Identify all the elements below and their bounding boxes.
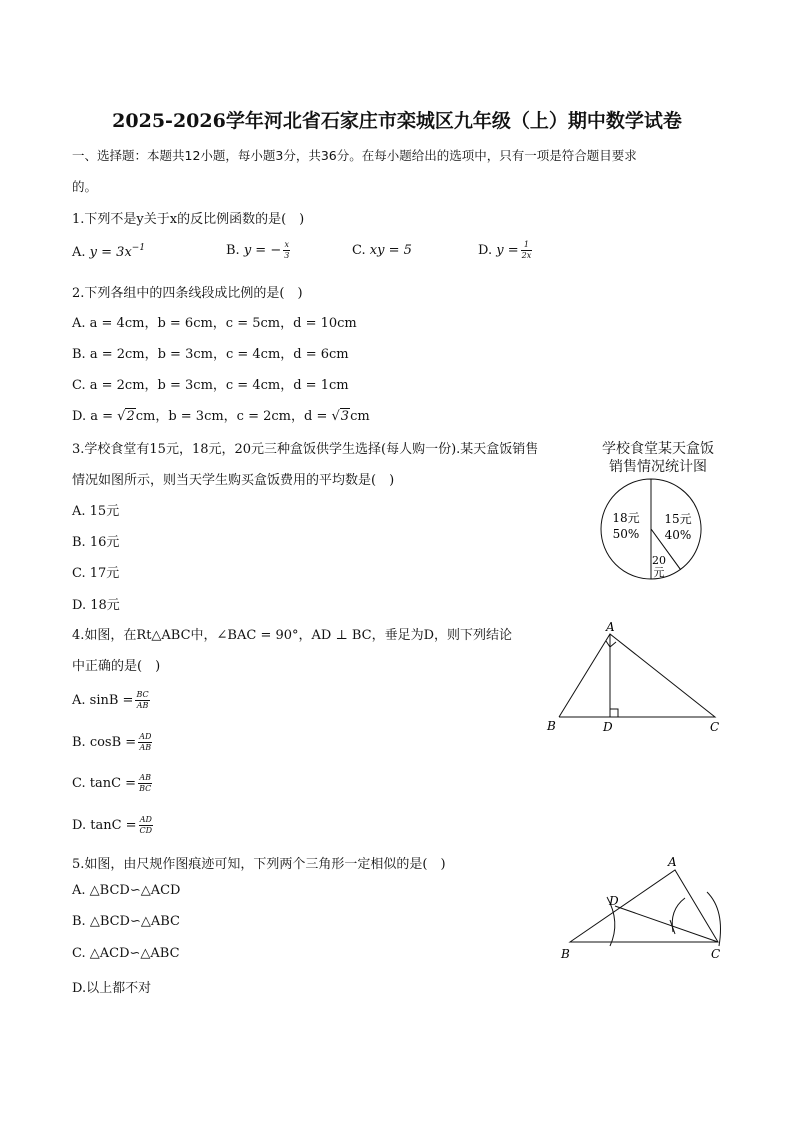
pie-slice-label-20: 20 元 [652,554,666,579]
q3-stem-line1: 3.学校食堂有15元，18元，20元三种盒饭供学生选择(每人购一份).某天盒饭销售 [72,442,539,457]
q2-option-c[interactable]: C. a = 2cm，b = 3cm，c = 4cm，d = 1cm [72,378,349,393]
q2-option-b[interactable]: B. a = 2cm，b = 3cm，c = 4cm，d = 6cm [72,347,349,362]
q4-c-den: BC [139,784,152,793]
label-b-q5: B [561,947,570,961]
label-c: C [710,720,720,734]
q4-option-b[interactable] [72,732,152,753]
triangle-figure-q4 [540,622,730,737]
q1-option-b[interactable] [226,240,290,261]
q1-option-a[interactable] [72,243,145,260]
pie-slice-pct-15: 40% [664,528,692,542]
q1-d-den: 2x [521,251,532,260]
q4-a-label: A. sinB = [72,693,134,708]
right-angle-mark-d [610,709,618,717]
q2-option-d[interactable]: D. a = √2cm，b = 3cm，c = 2cm，d = √3cm [72,409,370,424]
q1-c-label: C. [352,243,366,258]
q2-option-a[interactable]: A. a = 4cm，b = 6cm，c = 5cm，d = 10cm [72,316,357,331]
q4-c-label: C. tanC = [72,776,137,791]
pie-chart-title-line1: 学校食堂某天盒饭 [602,441,714,457]
q1-c-expr: xy = 5 [369,243,412,258]
label-a: A [606,622,615,634]
label-c-q5: C [711,947,721,961]
q4-b-label: B. cosB = [72,735,137,750]
q1-d-expr: y = [496,243,519,258]
triangle-abc-q5 [570,870,718,942]
q4-d-label: D. tanC = [72,818,137,833]
pie-slice-label-15: 15元 [664,512,692,526]
q2-d-mid: cm，b = 3cm，c = 2cm，d = [135,409,332,424]
q4-b-den: AB [139,743,152,752]
q5-option-d[interactable]: D.以上都不对 [72,981,152,996]
q4-a-num: BC [136,690,149,699]
q1-a-label: A. [72,245,86,260]
q2-d-root2: 3 [340,409,350,424]
q1-b-expr: y = − [243,243,282,258]
q4-option-d[interactable] [72,815,153,836]
q1-a-exponent: −1 [131,243,146,253]
page-title: 2025-2026学年河北省石家庄市栾城区九年级（上）期中数学试卷 [112,110,682,132]
q5-option-c[interactable]: C. △ACD∽△ABC [72,946,180,961]
q3-option-b[interactable]: B. 16元 [72,535,120,550]
q1-a-expr: y = 3x [89,245,132,260]
q1-stem: 1.下列不是y关于x的反比例函数的是( ) [72,212,305,227]
right-angle-mark-a [606,641,616,647]
triangle-abc [559,634,715,717]
q5-option-b[interactable]: B. △BCD∽△ABC [72,914,180,929]
q3-option-d[interactable]: D. 18元 [72,598,120,613]
q1-b-label: B. [226,243,240,258]
q5-stem: 5.如图，由尺规作图痕迹可知，下列两个三角形一定相似的是( ) [72,857,446,872]
q2-stem: 2.下列各组中的四条线段成比例的是( ) [72,286,303,301]
q2-d-post: cm [350,409,370,424]
q1-b-den: 3 [284,251,290,260]
label-b: B [547,719,556,733]
q4-stem-line2: 中正确的是( ) [72,659,161,674]
label-d-q5: D [609,894,619,908]
q3-stem-line2: 情况如图所示，则当天学生购买盒饭费用的平均数是( ) [72,473,395,488]
q4-option-a[interactable] [72,690,150,711]
q4-d-den: CD [139,826,153,835]
q1-b-num: x [284,240,290,249]
q1-d-label: D. [478,243,493,258]
q2-d-pre: D. a = [72,409,118,424]
q2-d-root1: 2 [126,409,135,424]
label-a-q5: A [668,855,677,869]
section-heading-cont: 的。 [72,179,98,194]
q5-option-a[interactable]: A. △BCD∽△ACD [72,883,181,898]
q1-option-c[interactable] [352,243,412,258]
q4-a-den: AB [136,701,149,710]
segment-cd [615,906,718,942]
q4-stem-line1: 4.如图，在Rt△ABC中，∠BAC = 90°，AD ⊥ BC，垂足为D，则下列结论 [72,628,512,643]
q4-d-num: AD [139,815,152,824]
construction-arc-3 [707,892,721,946]
q4-c-num: AB [139,773,151,782]
q4-option-c[interactable] [72,773,152,794]
pie-chart-title-line2: 销售情况统计图 [609,459,707,475]
label-d: D [603,720,613,734]
q1-option-d[interactable] [478,240,532,261]
q4-b-num: AD [139,732,152,741]
pie-slice-label-18: 18元 [612,511,640,525]
pie-chart [590,470,720,590]
q3-option-c[interactable]: C. 17元 [72,566,120,581]
section-heading: 一、选择题：本题共12小题，每小题3分，共36分。在每小题给出的选项中，只有一项是符合题目要求 [72,148,637,163]
q1-d-num: 1 [521,240,533,251]
pie-slice-pct-18: 50% [612,527,640,541]
q3-option-a[interactable]: A. 15元 [72,504,120,519]
construction-figure-q5 [555,850,735,965]
